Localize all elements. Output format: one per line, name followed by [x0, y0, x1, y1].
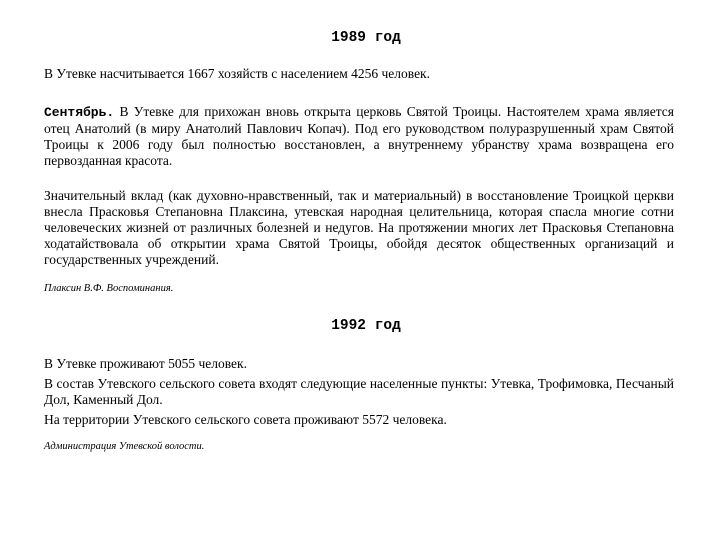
paragraph-population: [44, 356, 674, 372]
source-1989-text: Плаксин В.Ф. Воспоминания.: [44, 283, 174, 294]
paragraph-households: [44, 66, 674, 82]
heading-1989: 1989 год: [331, 30, 401, 46]
council-population-text: На территории Утевского сельского совета проживают 5572 человека.: [44, 412, 447, 427]
council-text: В состав Утевского сельского совета входят следующие населенные пункты: Утевка, Трофимовка, Песчаный Дол, Каменный Дол.: [44, 376, 674, 407]
paragraph-september: [44, 104, 674, 169]
september-text: [44, 104, 674, 169]
paragraph-council-population: [44, 412, 674, 428]
households-text: В Утевке насчитывается 1667 хозяйств с населением 4256 человек.: [44, 66, 430, 81]
paragraph-council: [44, 376, 674, 408]
source-1992: [44, 440, 674, 453]
source-1992-text: Администрация Утевской волости.: [44, 441, 205, 452]
population-text: В Утевке проживают 5055 человек.: [44, 356, 247, 371]
september-body: В Утевке для прихожан вновь открыта церковь Святой Троицы. Настоятелем храма является отец Анатолий (в миру Анатолий Павлович Копач). Под его руководством полуразрушенный храм Святой Троицы к 2006 году был полностью восстановлен, а внутреннему убранству храма возвращена его первозданная красота.: [44, 104, 674, 168]
contribution-text: Значительный вклад (как духовно-нравственный, так и материальный) в восстановление Троицкой церкви внесла Прасковья Степановна Плаксина, утевская народная целительница, которая спасла многие сотни человеческих жизней от различных болезней и недугов. На протяжении многих лет Прасковья Степановна ходатайствовала об открытии храма Святой Троицы, обойдя десяток общественных организаций и государственных учреждений.: [44, 188, 674, 267]
heading-1992: 1992 год: [331, 318, 401, 334]
paragraph-contribution: [44, 188, 674, 268]
source-1989: [44, 282, 674, 295]
september-lead: Сентябрь.: [44, 105, 115, 120]
